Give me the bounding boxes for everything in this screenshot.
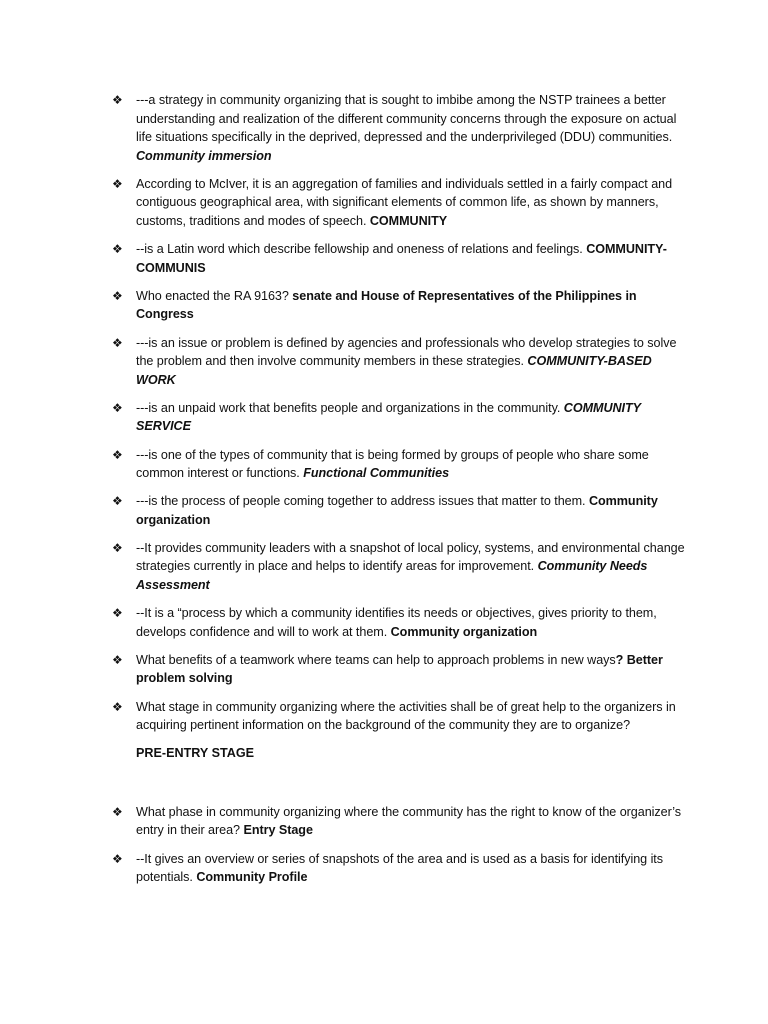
answer-text: Entry Stage (243, 823, 313, 838)
question-text: What phase in community organizing where the community has the right to know of the organizer’s entry in their area? (136, 804, 681, 838)
question-text: ---is an issue or problem is defined by agencies and professionals who develop strategies to solve the problem and then involve community members in these strategies. (136, 335, 677, 369)
diamond-bullet-icon: ❖ (112, 699, 123, 714)
list-item (112, 240, 692, 277)
diamond-bullet-icon: ❖ (112, 804, 123, 819)
diamond-bullet-icon: ❖ (112, 606, 123, 621)
list-item (112, 850, 692, 887)
answer-text: Functional Communities (303, 466, 450, 481)
list-item (112, 698, 692, 735)
diamond-bullet-icon: ❖ (112, 288, 123, 303)
answer-text: COMMUNITY-COMMUNIS (136, 242, 667, 275)
diamond-bullet-icon: ❖ (112, 540, 123, 555)
question-text: --is a Latin word which describe fellowship and oneness of relations and feelings. (136, 242, 587, 257)
question-text: --It gives an overview or series of snapshots of the area and is used as a basis for identifying its potentials. (136, 851, 664, 885)
diamond-bullet-icon: ❖ (112, 93, 123, 107)
list-item (112, 803, 692, 840)
diamond-bullet-icon: ❖ (112, 242, 123, 257)
answer-text: Community Profile (196, 870, 308, 885)
diamond-bullet-icon: ❖ (112, 176, 123, 191)
question-text: ---is one of the types of community that is being formed by groups of people who share some common interest or functions. (136, 447, 649, 481)
answer-text: COMMUNITY-BASED WORK (136, 354, 652, 387)
diamond-bullet-icon: ❖ (112, 652, 123, 667)
answer-text: senate and House of Representatives of the Philippines in Congress (136, 288, 637, 322)
answer-text: Community organization (136, 494, 658, 527)
answer-text: Community immersion (136, 148, 272, 163)
question-text: ---is an unpaid work that benefits people and organizations in the community. (136, 400, 564, 415)
list-item (112, 539, 692, 595)
question-text: --It is a “process by which a community identifies its needs or objectives, gives priority to them, develops confidence and will to work at them. (136, 606, 657, 639)
list-item (112, 287, 692, 324)
diamond-bullet-icon: ❖ (112, 335, 123, 350)
answer-text: ? Better problem solving (136, 652, 663, 686)
list-item (112, 651, 692, 688)
question-text: What benefits of a teamwork where teams can help to approach problems in new ways (136, 652, 616, 667)
question-text: What stage in community organizing where the activities shall be of great help to the organizers in acquiring pertinent information on the background of the community they are to organize? (136, 699, 676, 733)
diamond-bullet-icon: ❖ (112, 494, 123, 509)
list-item (112, 175, 692, 231)
list-item (112, 399, 692, 436)
question-list (112, 91, 692, 896)
list-item (112, 446, 692, 483)
answer-text: COMMUNITY (369, 214, 448, 229)
answer-text: Community organization (390, 624, 538, 639)
question-text: --It provides community leaders with a snapshot of local policy, systems, and environmental change strategies currently in place and helps to identify areas for improvement. (136, 540, 685, 574)
list-item (112, 91, 692, 165)
list-item (112, 334, 692, 390)
question-text: ---a strategy in community organizing that is sought to imbibe among the NSTP trainees a better understanding and realization of the different community concerns through the exposure on actual life situations specifically in the deprived, depressed and the underprivileged (DDU) communities. (136, 93, 677, 145)
diamond-bullet-icon: ❖ (112, 851, 123, 866)
standalone-answer: PRE-ENTRY STAGE (136, 746, 255, 761)
question-text: ---is the process of people coming together to address issues that matter to them. (136, 494, 589, 509)
diamond-bullet-icon: ❖ (112, 447, 123, 462)
question-text: According to McIver, it is an aggregation of families and individuals settled in a fairly compact and contiguous geographical area, with significant elements of common life, as shown by manners, customs, traditions and modes of speech. (136, 176, 673, 229)
question-text: Who enacted the RA 9163? (136, 288, 293, 303)
diamond-bullet-icon: ❖ (112, 400, 123, 415)
list-item (112, 492, 692, 529)
list-item (112, 604, 692, 641)
answer-text: COMMUNITY SERVICE (136, 400, 641, 434)
answer-text: Community Needs Assessment (136, 559, 648, 593)
